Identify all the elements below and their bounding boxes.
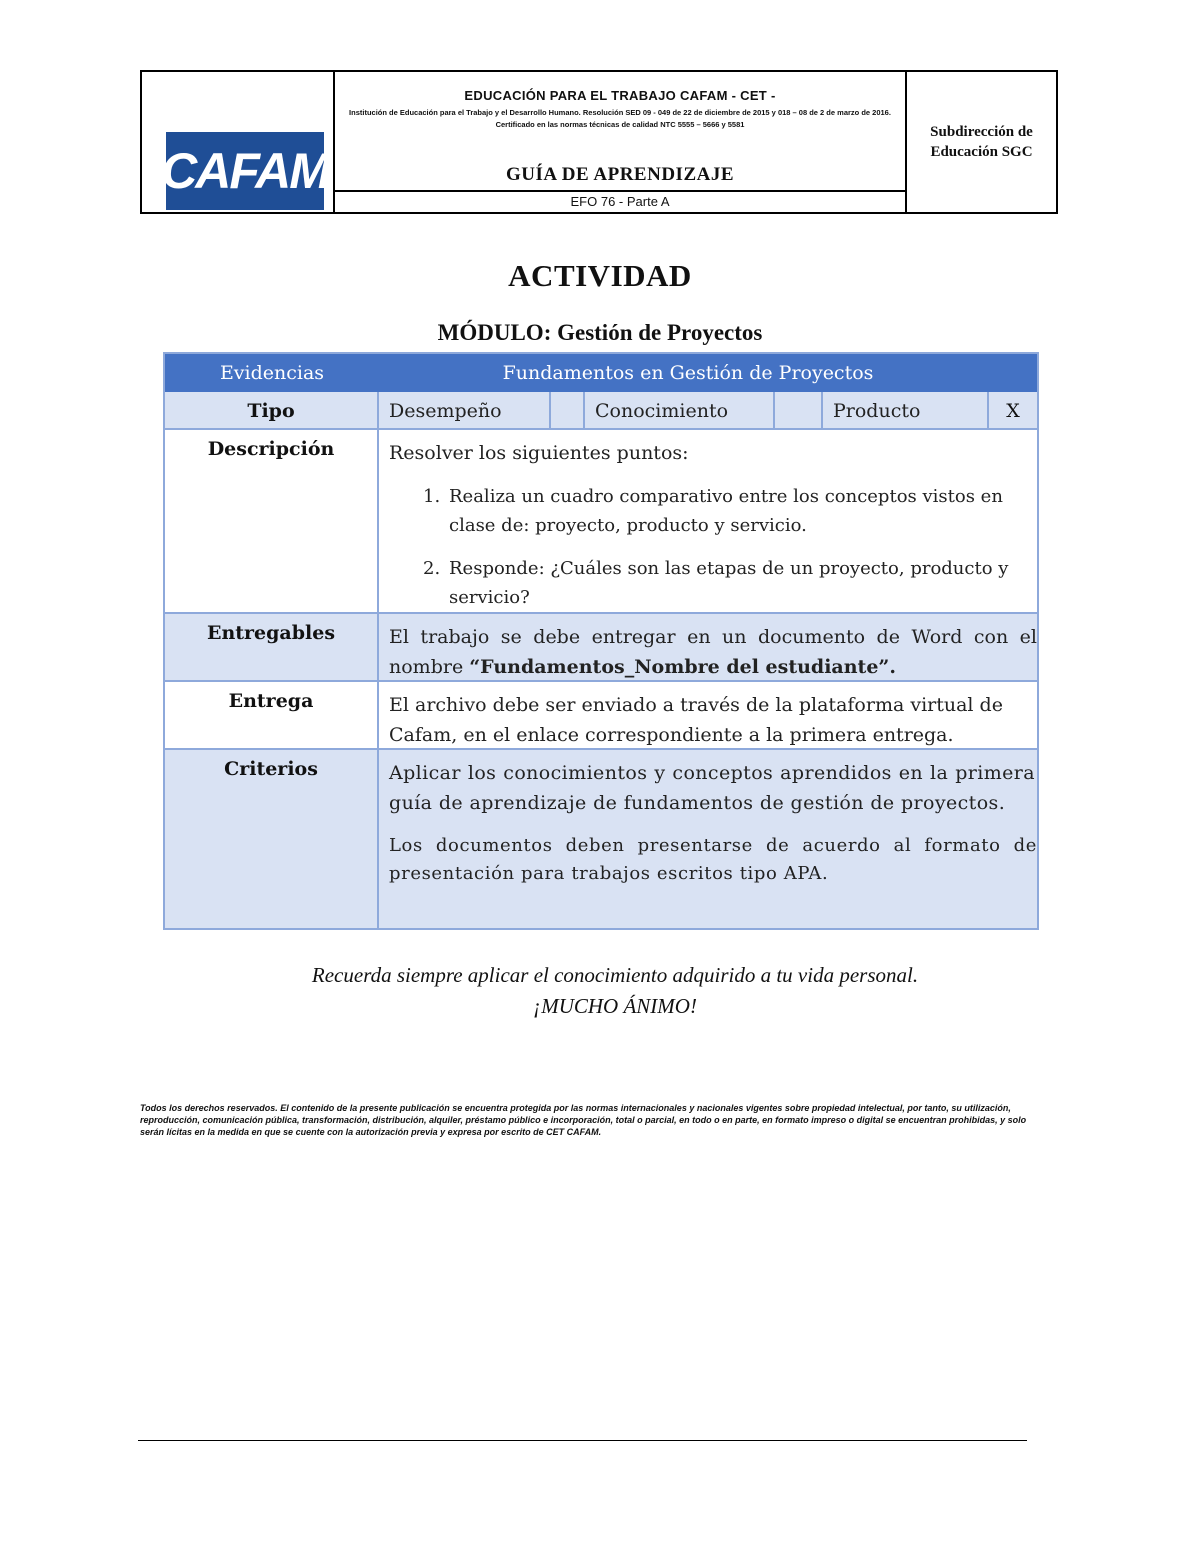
- mark-conocimiento: [775, 392, 823, 428]
- org-title: EDUCACIÓN PARA EL TRABAJO CAFAM - CET -: [464, 88, 776, 103]
- org-subtitle: Institución de Educación para el Trabajo y el Desarrollo Humano. Resolución SED 09 - 049 de 22 de diciembre de 2015 y 018 – 08 de 2 de marzo de 2016. Certificado en las normas técnicas de calidad NTC 5555 – 5666 y 5581: [349, 108, 891, 129]
- tipo-label: Tipo: [165, 392, 379, 428]
- list-item: [389, 554, 1037, 612]
- option-conocimiento: Conocimiento: [585, 392, 775, 428]
- logo-text: CAFAM: [161, 143, 329, 199]
- footer-divider: [138, 1440, 1027, 1441]
- list-item: [389, 482, 1037, 540]
- entregables-row: [165, 614, 1037, 682]
- logo-cell: [142, 72, 335, 212]
- evidence-table: [163, 352, 1039, 930]
- mark-desempeno: [551, 392, 585, 428]
- cafam-logo: [161, 132, 329, 210]
- department-cell: [907, 72, 1056, 212]
- entregables-label: Entregables: [165, 614, 379, 680]
- header-topic: Fundamentos en Gestión de Proyectos: [502, 362, 874, 384]
- option-desempeno: Desempeño: [379, 392, 551, 428]
- descripcion-list: [389, 482, 1037, 612]
- module-title: MÓDULO: Gestión de Proyectos: [437, 320, 763, 345]
- mark-producto: X: [1006, 400, 1020, 422]
- entregables-filename: “Fundamentos_Nombre del estudiante”: [469, 656, 890, 678]
- entrega-row: [165, 682, 1037, 750]
- option-producto: Producto: [823, 392, 989, 428]
- descripcion-value: [379, 430, 1037, 612]
- entregables-value: [379, 614, 1037, 680]
- criterios-label: Criterios: [165, 750, 379, 928]
- criterios-text-2: Los documentos deben presentarse de acuerdo al formato de presentación para trabajos escritos tipo APA.: [389, 835, 1037, 884]
- entregables-text: El trabajo se debe entregar en un documento de Word con el nombre: [389, 626, 1037, 678]
- list-item-number: 1.: [423, 486, 441, 507]
- department-line2: Educación SGC: [930, 144, 1033, 160]
- entrega-value: El archivo debe ser enviado a través de la plataforma virtual de Cafam, en el enlace correspondiente a la primera entrega.: [389, 694, 1003, 746]
- header-evidencias: Evidencias: [219, 362, 325, 384]
- guide-title: GUÍA DE APRENDIZAJE: [505, 164, 735, 185]
- department-line1: Subdirección de: [930, 124, 1033, 140]
- criterios-value: [379, 750, 1037, 928]
- criterios-text-1: Aplicar los conocimientos y conceptos aprendidos en la primera guía de aprendizaje de fundamentos de gestión de proyectos.: [389, 762, 1035, 814]
- table-header-row: [165, 354, 1037, 392]
- doc-code: EFO 76 - Parte A: [335, 192, 907, 212]
- activity-title: ACTIVIDAD: [508, 258, 692, 293]
- motto: [0, 960, 1200, 1022]
- entregables-end: .: [889, 656, 896, 678]
- descripcion-intro: Resolver los siguientes puntos:: [389, 442, 689, 464]
- header-center: [335, 72, 907, 192]
- motto-line-2: ¡MUCHO ÁNIMO!: [533, 994, 697, 1018]
- rights-notice: Todos los derechos reservados. El contenido de la presente publicación se encuentra protegida por las normas internacionales y nacionales vigentes sobre propiedad intelectual, por tanto, su utilización, reproducción, comunicación pública, transformación, distribución, alquiler, préstamo público e incorporación, total o parcial, en todo o en parte, en formato impreso o digital se encuentran prohibidas, y solo serán lícitas en la medida en que se cuente con la autorización previa y expresa por escrito de CET CAFAM.: [140, 1103, 1027, 1137]
- descripcion-row: [165, 430, 1037, 614]
- list-item-text: Responde: ¿Cuáles son las etapas de un proyecto, producto y servicio?: [449, 558, 1009, 608]
- tipo-row: [165, 392, 1037, 430]
- document-header: [140, 70, 1058, 214]
- criterios-row: [165, 750, 1037, 928]
- entrega-label: Entrega: [165, 682, 379, 748]
- motto-line-1: Recuerda siempre aplicar el conocimiento adquirido a tu vida personal.: [311, 963, 919, 987]
- descripcion-label: Descripción: [165, 430, 379, 612]
- list-item-text: Realiza un cuadro comparativo entre los conceptos vistos en clase de: proyecto, producto y servicio.: [449, 486, 1003, 536]
- list-item-number: 2.: [423, 558, 441, 579]
